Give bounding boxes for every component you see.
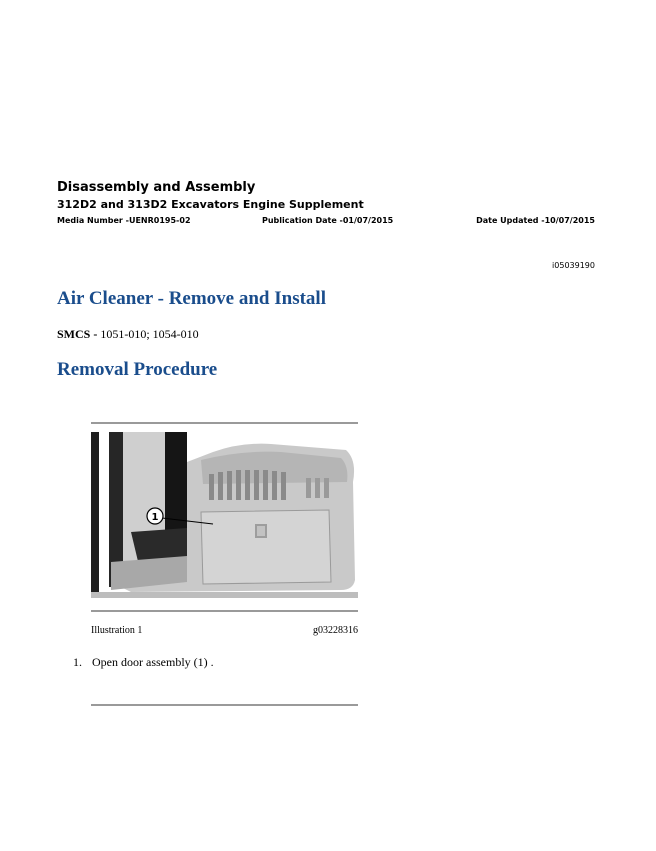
section-end-rule [91,704,358,706]
date-updated: Date Updated -10/07/2015 [476,216,595,225]
callout-label: 1 [151,512,159,523]
step-text: Open door assembly (1) . [92,655,214,669]
metadata-row [57,216,595,228]
smcs-codes: 1051-010; 1054-010 [100,327,199,341]
illustration-label: Illustration 1 [91,625,143,636]
publication-date: Publication Date -01/07/2015 [262,216,394,225]
smcs-line [57,327,199,342]
page-title: Air Cleaner - Remove and Install [57,288,326,309]
document-type: Disassembly and Assembly [57,180,256,195]
procedure-step [73,655,214,670]
section-heading: Removal Procedure [57,359,218,380]
media-number: Media Number -UENR0195-02 [57,216,191,225]
document-id: i05039190 [552,261,595,270]
smcs-label: SMCS - [57,327,98,341]
step-number: 1. [73,655,82,669]
graphic-id: g03228316 [313,625,358,636]
document-subtitle: 312D2 and 313D2 Excavators Engine Supplement [57,198,364,211]
excavator-door-illustration [91,432,358,598]
figure-top-rule [91,422,358,424]
figure-bottom-rule [91,610,358,612]
